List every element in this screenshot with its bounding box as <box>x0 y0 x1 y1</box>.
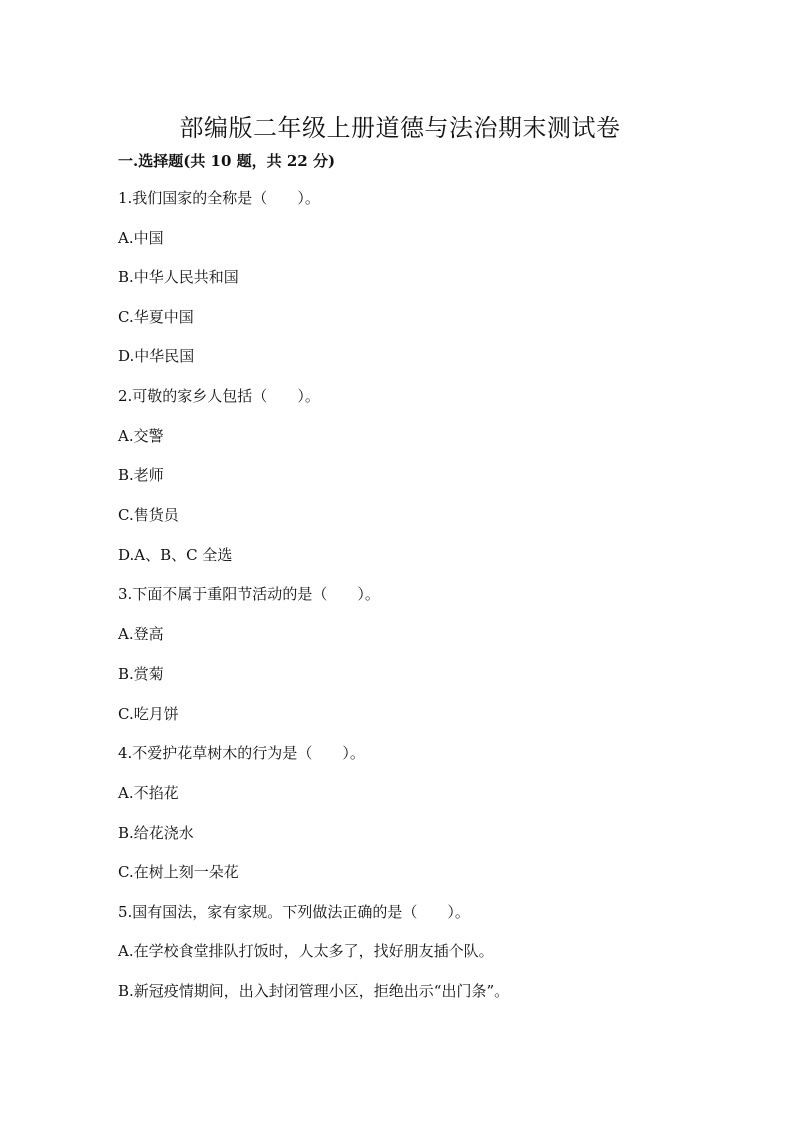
answer-option: A.不掐花 <box>118 784 179 802</box>
answer-option: B.老师 <box>118 466 164 484</box>
answer-option: A.中国 <box>118 229 164 247</box>
answer-option: B.给花浇水 <box>118 824 194 842</box>
answer-option: A.交警 <box>118 427 164 445</box>
question-stem: 5.国有国法，家有家规。下列做法正确的是（ ）。 <box>118 903 470 921</box>
answer-option: C.在树上刻一朵花 <box>118 863 239 881</box>
question-stem: 4.不爱护花草树木的行为是（ ）。 <box>118 744 365 762</box>
answer-option: A.在学校食堂排队打饭时，人太多了，找好朋友插个队。 <box>118 942 494 960</box>
answer-option: C.售货员 <box>118 506 179 524</box>
answer-option: B.中华人民共和国 <box>118 268 239 286</box>
answer-option: A.登高 <box>118 625 164 643</box>
answer-option: B.赏菊 <box>118 665 164 683</box>
answer-option: D.中华民国 <box>118 347 195 365</box>
answer-option: C.华夏中国 <box>118 308 194 326</box>
section-heading: 一.选择题(共 10 题，共 22 分) <box>118 152 336 170</box>
answer-option: D.A、B、C 全选 <box>118 546 233 564</box>
question-stem: 1.我们国家的全称是（ ）。 <box>118 189 320 207</box>
question-stem: 2.可敬的家乡人包括（ ）。 <box>118 387 320 405</box>
answer-option: C.吃月饼 <box>118 705 179 723</box>
answer-option: B.新冠疫情期间，出入封闭管理小区，拒绝出示“出门条”。 <box>118 982 510 1000</box>
page-title: 部编版二年级上册道德与法治期末测试卷 <box>179 114 621 143</box>
question-stem: 3.下面不属于重阳节活动的是（ ）。 <box>118 585 380 603</box>
